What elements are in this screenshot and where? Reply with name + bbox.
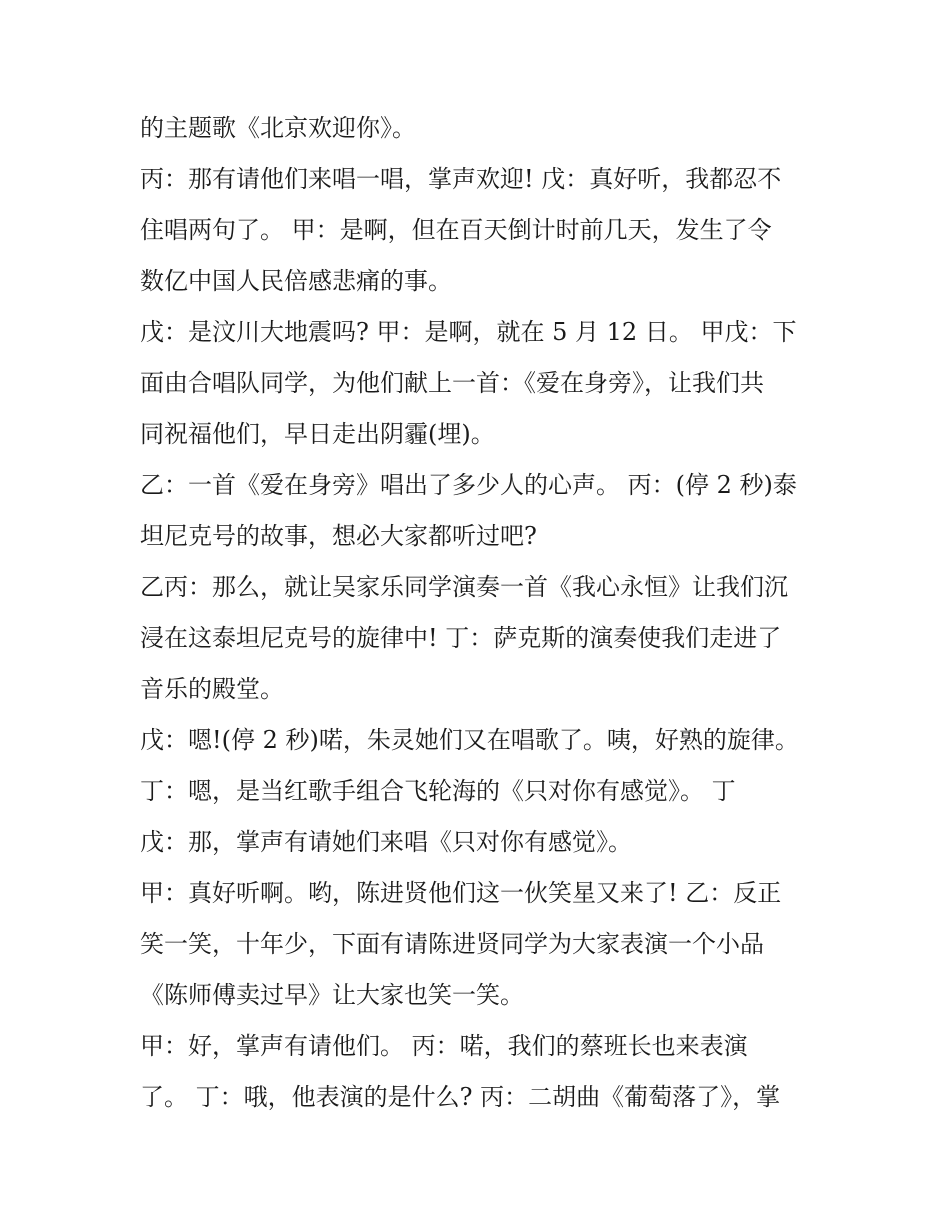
text-line: 戊：那，掌声有请她们来唱《只对你有感觉》。 — [140, 828, 632, 856]
text-line: 音乐的殿堂。 — [140, 675, 284, 703]
text-line: 数亿中国人民倍感悲痛的事。 — [140, 267, 452, 295]
text-line: 甲：好，掌声有请他们。 丙：喏，我们的蔡班长也来表演 — [140, 1032, 748, 1060]
text-line: 笑一笑，十年少，下面有请陈进贤同学为大家表演一个小品 — [140, 930, 764, 958]
text-line: 戊：嗯!(停 2 秒)喏，朱灵她们又在唱歌了。咦，好熟的旋律。 — [140, 726, 799, 754]
text-line: 乙：一首《爱在身旁》唱出了多少人的心声。 丙：(停 2 秒)泰 — [140, 471, 797, 499]
text-line: 面由合唱队同学，为他们献上一首：《爱在身旁》，让我们共 — [140, 369, 764, 397]
text-line: 甲：真好听啊。哟，陈进贤他们这一伙笑星又来了! 乙：反正 — [140, 879, 782, 907]
text-line: 浸在这泰坦尼克号的旋律中! 丁：萨克斯的演奏使我们走进了 — [140, 624, 782, 652]
text-line: 丁：嗯，是当红歌手组合飞轮海的《只对你有感觉》。 丁 — [140, 777, 736, 805]
text-line: 《陈师傅卖过早》让大家也笑一笑。 — [140, 981, 524, 1009]
text-line: 住唱两句了。 甲：是啊，但在百天倒计时前几天，发生了令 — [140, 216, 772, 244]
text-line: 坦尼克号的故事，想必大家都听过吧? — [140, 522, 537, 550]
text-line: 丙：那有请他们来唱一唱，掌声欢迎! 戊：真好听，我都忍不 — [140, 165, 782, 193]
text-line: 戊：是汶川大地震吗? 甲：是啊，就在 5 月 12 日。 甲戊：下 — [140, 318, 797, 346]
text-line: 的主题歌《北京欢迎你》。 — [140, 114, 416, 142]
text-line: 乙丙：那么，就让吴家乐同学演奏一首《我心永恒》让我们沉 — [140, 573, 788, 601]
text-line: 了。 丁：哦，他表演的是什么? 丙：二胡曲《葡萄落了》，掌 — [140, 1083, 781, 1111]
text-line: 同祝福他们，早日走出阴霾(埋)。 — [140, 420, 495, 448]
